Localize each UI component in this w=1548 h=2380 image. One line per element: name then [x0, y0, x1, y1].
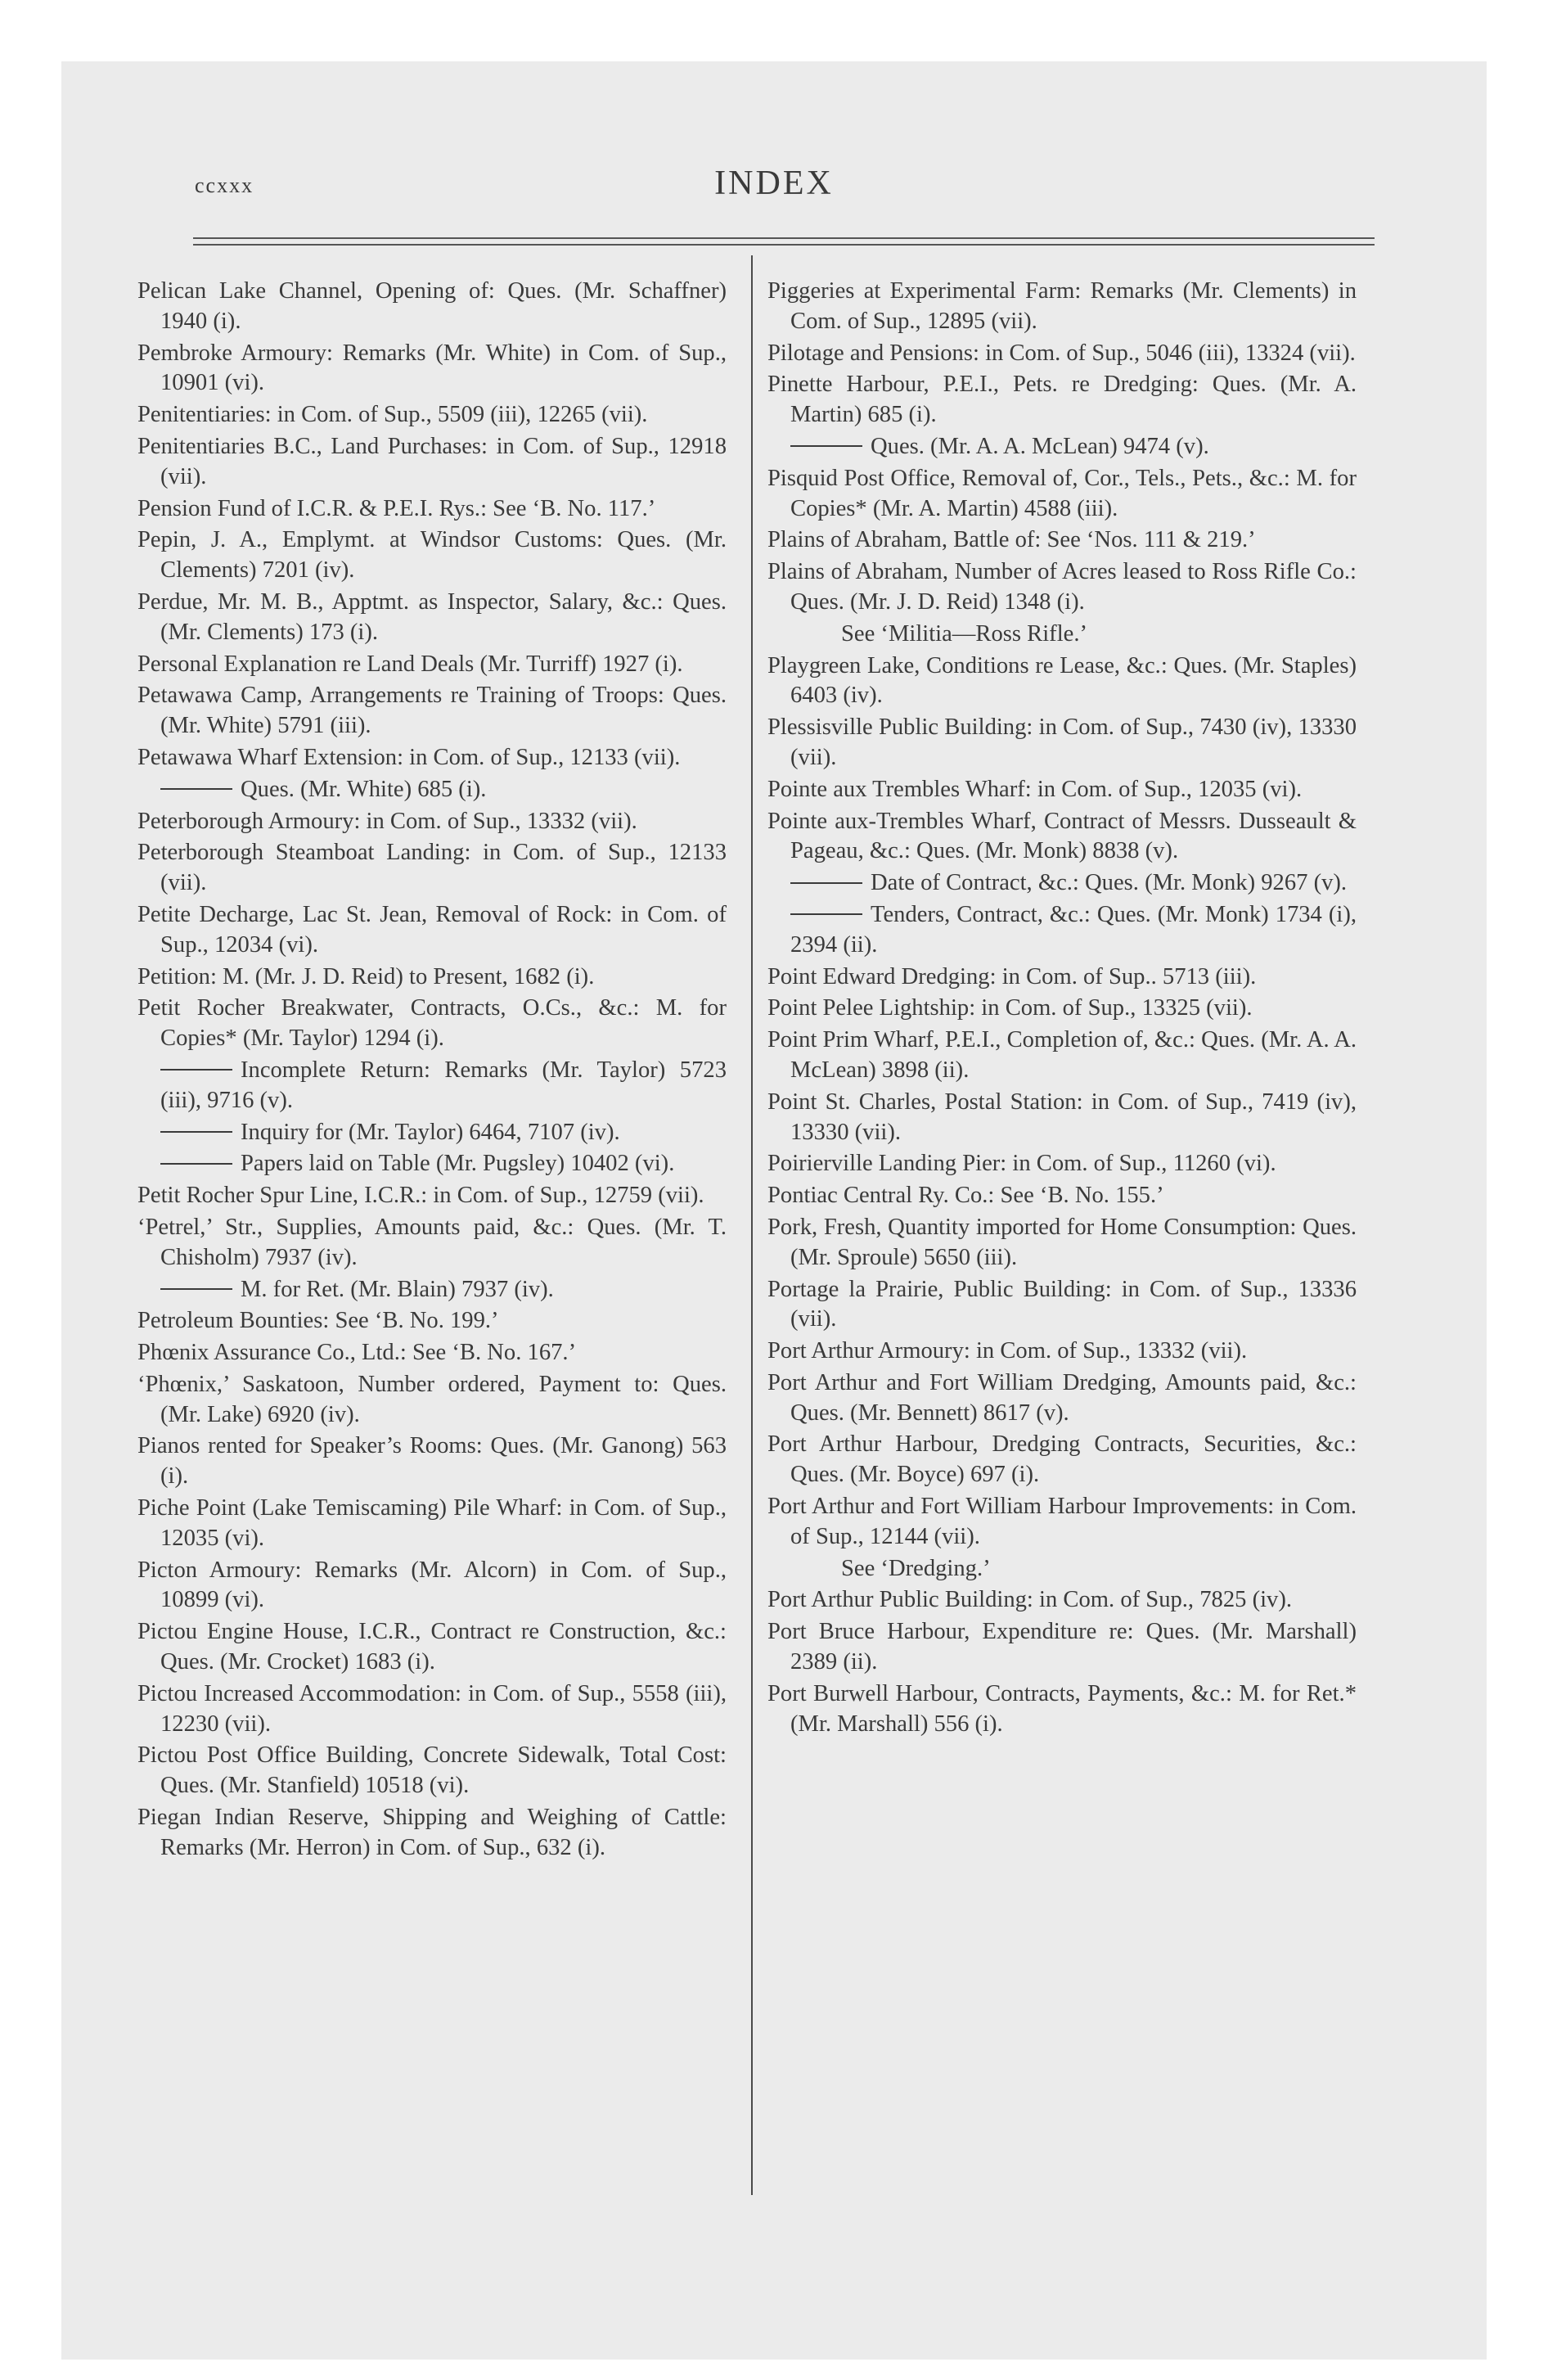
entry-text: Port Arthur and Fort William Harbour Improvements: in Com. of Sup., 12144 (vii). [767, 1494, 1357, 1549]
index-entry [767, 557, 1357, 618]
entry-text: Pembroke Armoury: Remarks (Mr. White) in Com. of Sup., 10901 (vi). [137, 340, 727, 396]
entry-text: Petit Rocher Spur Line, I.C.R.: in Com. of Sup., 12759 (vii). [137, 1183, 704, 1209]
entry-text: Ques. (Mr. White) 685 (i). [241, 776, 487, 802]
index-column-left [137, 277, 727, 1865]
index-entry [767, 651, 1357, 712]
entry-text: Port Bruce Harbour, Expenditure re: Ques. (Mr. Marshall) 2389 (ii). [767, 1619, 1357, 1675]
entry-text: ‘Petrel,’ Str., Supplies, Amounts paid, &c.: Ques. (Mr. T. Chisholm) 7937 (iv). [137, 1214, 727, 1270]
entry-text: Piegan Indian Reserve, Shipping and Weighing of Cattle: Remarks (Mr. Herron) in Com. of Sup., 632 (i). [137, 1805, 727, 1860]
index-entry [137, 1679, 727, 1740]
entry-text: Pianos rented for Speaker’s Rooms: Ques. (Mr. Ganong) 563 (i). [137, 1433, 727, 1490]
entry-text: See ‘Militia—Ross Rifle.’ [841, 620, 1088, 647]
entry-text: Inquiry for (Mr. Taylor) 6464, 7107 (iv). [241, 1119, 620, 1145]
page-number: ccxxx [195, 174, 254, 197]
index-entry [137, 1617, 727, 1678]
entry-text: Plains of Abraham, Number of Acres leased to Ross Rifle Co.: Ques. (Mr. J. D. Reid) 1348 (i). [767, 559, 1357, 615]
index-entry [137, 525, 727, 586]
ditto-dash [160, 1131, 232, 1133]
entry-text: Port Arthur and Fort William Dredging, Amounts paid, &c.: Ques. (Mr. Bennett) 8617 (v). [767, 1369, 1357, 1426]
index-entry [137, 962, 727, 993]
entry-text: Ques. (Mr. A. A. McLean) 9474 (v). [871, 433, 1209, 459]
index-entry [767, 1492, 1357, 1553]
entry-text: Tenders, Contract, &c.: Ques. (Mr. Monk) 1734 (i), 2394 (ii). [790, 901, 1357, 958]
entry-text: Peterborough Armoury: in Com. of Sup., 13332 (vii). [137, 808, 637, 834]
index-entry [767, 1430, 1357, 1490]
index-entry [767, 339, 1357, 369]
index-entry [137, 1213, 727, 1273]
ditto-dash [160, 788, 232, 790]
index-entry [137, 838, 727, 899]
index-entry [767, 962, 1357, 993]
entry-text: Picton Armoury: Remarks (Mr. Alcorn) in Com. of Sup., 10899 (vi). [137, 1557, 727, 1613]
index-entry [137, 1741, 727, 1801]
entry-text: Playgreen Lake, Conditions re Lease, &c.: Ques. (Mr. Staples) 6403 (iv). [767, 652, 1357, 709]
entry-text: Poirierville Landing Pier: in Com. of Sup., 11260 (vi). [767, 1151, 1276, 1177]
ditto-dash [160, 1069, 232, 1071]
entry-text: Plessisville Public Building: in Com. of Sup., 7430 (iv), 13330 (vii). [767, 714, 1357, 770]
index-subentry [137, 1056, 727, 1116]
index-entry [767, 1368, 1357, 1429]
entry-text: Pilotage and Pensions: in Com. of Sup., 5046 (iii), 13324 (vii). [767, 340, 1356, 366]
entry-text: Portage la Prairie, Public Building: in Com. of Sup., 13336 (vii). [767, 1276, 1357, 1332]
entry-text: Point Pelee Lightship: in Com. of Sup., 13325 (vii). [767, 995, 1253, 1021]
index-entry [767, 807, 1357, 868]
entry-text: Port Arthur Armoury: in Com. of Sup., 13332 (vii). [767, 1338, 1248, 1364]
entry-text: Penitentiaries B.C., Land Purchases: in Com. of Sup., 12918 (vii). [137, 433, 727, 489]
entry-text: Point St. Charles, Postal Station: in Com. of Sup., 7419 (iv), 13330 (vii). [767, 1089, 1357, 1145]
entry-text: Petawawa Wharf Extension: in Com. of Sup., 12133 (vii). [137, 744, 681, 770]
index-entry [767, 464, 1357, 525]
entry-text: Date of Contract, &c.: Ques. (Mr. Monk) 9267 (v). [871, 870, 1348, 896]
index-subentry [137, 1275, 727, 1305]
ditto-dash [790, 445, 862, 447]
entry-text: Penitentiaries: in Com. of Sup., 5509 (iii), 12265 (vii). [137, 402, 648, 428]
index-entry [767, 994, 1357, 1024]
ditto-dash [790, 913, 862, 915]
index-entry [767, 525, 1357, 556]
index-cross-reference [767, 1554, 1357, 1584]
entry-text: Point Prim Wharf, P.E.I., Completion of, &c.: Ques. (Mr. A. A. McLean) 3898 (ii). [767, 1027, 1357, 1083]
entry-text: Pork, Fresh, Quantity imported for Home Consumption: Ques. (Mr. Sproule) 5650 (iii). [767, 1214, 1357, 1270]
ditto-dash [160, 1163, 232, 1165]
index-entry [767, 1617, 1357, 1678]
index-entry [137, 681, 727, 741]
index-entry [137, 400, 727, 430]
entry-text: Phœnix Assurance Co., Ltd.: See ‘B. No. 167.’ [137, 1340, 577, 1366]
entry-text: Point Edward Dredging: in Com. of Sup.. 5713 (iii). [767, 963, 1257, 989]
entry-text: Petite Decharge, Lac St. Jean, Removal of Rock: in Com. of Sup., 12034 (vi). [137, 901, 727, 958]
entry-text: Plains of Abraham, Battle of: See ‘Nos. 111 & 219.’ [767, 527, 1256, 553]
index-entry [137, 1306, 727, 1336]
index-entry [767, 775, 1357, 805]
index-subentry [137, 775, 727, 805]
column-divider [751, 255, 753, 2195]
entry-text: Port Arthur Public Building: in Com. of Sup., 7825 (iv). [767, 1587, 1292, 1613]
index-entry [137, 432, 727, 493]
index-entry [767, 370, 1357, 430]
index-entry [767, 277, 1357, 337]
index-entry [767, 1585, 1357, 1616]
entry-text: Petition: M. (Mr. J. D. Reid) to Present, 1682 (i). [137, 963, 595, 989]
index-subentry [767, 900, 1357, 961]
index-entry [137, 1338, 727, 1368]
entry-text: ‘Phœnix,’ Saskatoon, Number ordered, Payment to: Ques. (Mr. Lake) 6920 (iv). [137, 1371, 727, 1427]
index-entry [767, 1275, 1357, 1336]
index-entry [137, 994, 727, 1054]
index-cross-reference [767, 620, 1357, 650]
index-entry [137, 650, 727, 680]
index-entry [767, 1679, 1357, 1740]
index-entry [137, 900, 727, 961]
entry-text: Pepin, J. A., Emplymt. at Windsor Customs: Ques. (Mr. Clements) 7201 (iv). [137, 527, 727, 584]
index-subentry [767, 432, 1357, 462]
index-entry [137, 494, 727, 525]
index-column-right [767, 277, 1357, 1741]
entry-text: M. for Ret. (Mr. Blain) 7937 (iv). [241, 1276, 554, 1302]
entry-text: Piche Point (Lake Temiscaming) Pile Wharf: in Com. of Sup., 12035 (vi). [137, 1495, 727, 1551]
entry-text: Papers laid on Table (Mr. Pugsley) 10402 (vi). [241, 1151, 675, 1177]
index-entry [137, 1494, 727, 1554]
entry-text: Pelican Lake Channel, Opening of: Ques. (Mr. Schaffner) 1940 (i). [137, 278, 727, 334]
index-entry [137, 1370, 727, 1431]
entry-text: Pointe aux Trembles Wharf: in Com. of Sup., 12035 (vi). [767, 776, 1303, 802]
page-title: INDEX [714, 165, 834, 202]
entry-text: Pinette Harbour, P.E.I., Pets. re Dredging: Ques. (Mr. A. Martin) 685 (i). [767, 372, 1357, 428]
index-entry [767, 1181, 1357, 1211]
index-subentry [137, 1149, 727, 1179]
entry-text: Peterborough Steamboat Landing: in Com. of Sup., 12133 (vii). [137, 840, 727, 896]
index-entry [137, 1181, 727, 1211]
entry-text: Pictou Increased Accommodation: in Com. of Sup., 5558 (iii), 12230 (vii). [137, 1680, 727, 1737]
entry-text: Pontiac Central Ry. Co.: See ‘B. No. 155.’ [767, 1183, 1164, 1209]
index-entry [767, 1213, 1357, 1273]
index-entry [767, 713, 1357, 773]
index-entry [137, 277, 727, 337]
index-entry [137, 1431, 727, 1492]
header-rule-bottom [193, 244, 1375, 246]
index-entry [137, 743, 727, 773]
entry-text: Pictou Engine House, I.C.R., Contract re Construction, &c.: Ques. (Mr. Crocket) 1683 (i). [137, 1619, 727, 1675]
index-entry [767, 1149, 1357, 1179]
entry-text: Petit Rocher Breakwater, Contracts, O.Cs., &c.: M. for Copies* (Mr. Taylor) 1294 (i). [137, 995, 727, 1052]
entry-text: Petroleum Bounties: See ‘B. No. 199.’ [137, 1308, 499, 1334]
entry-text: See ‘Dredging.’ [841, 1555, 991, 1581]
header-rule-top [193, 237, 1375, 239]
entry-text: Pension Fund of I.C.R. & P.E.I. Rys.: See ‘B. No. 117.’ [137, 495, 656, 521]
entry-text: Perdue, Mr. M. B., Apptmt. as Inspector, Salary, &c.: Ques. (Mr. Clements) 173 (i). [137, 588, 727, 645]
entry-text: Pictou Post Office Building, Concrete Sidewalk, Total Cost: Ques. (Mr. Stanfield) 10518 (vi). [137, 1742, 727, 1799]
index-entry [767, 1336, 1357, 1367]
index-subentry [137, 1118, 727, 1148]
entry-text: Pointe aux-Trembles Wharf, Contract of Messrs. Dusseault & Pageau, &c.: Ques. (Mr. Monk) 8838 (v). [767, 808, 1357, 864]
entry-text: Petawawa Camp, Arrangements re Training of Troops: Ques. (Mr. White) 5791 (iii). [137, 683, 727, 739]
index-entry [137, 339, 727, 399]
entry-text: Piggeries at Experimental Farm: Remarks (Mr. Clements) in Com. of Sup., 12895 (vii). [767, 278, 1357, 334]
index-entry [137, 1803, 727, 1864]
index-entry [137, 588, 727, 648]
index-entry [137, 1556, 727, 1616]
entry-text: Port Burwell Harbour, Contracts, Payments, &c.: M. for Ret.* (Mr. Marshall) 556 (i). [767, 1680, 1357, 1737]
entry-text: Incomplete Return: Remarks (Mr. Taylor) 5723 (iii), 9716 (v). [160, 1057, 727, 1113]
index-entry [137, 807, 727, 837]
ditto-dash [160, 1288, 232, 1290]
entry-text: Port Arthur Harbour, Dredging Contracts, Securities, &c.: Ques. (Mr. Boyce) 697 (i). [767, 1431, 1357, 1488]
index-entry [767, 1088, 1357, 1148]
ditto-dash [790, 882, 862, 884]
index-entry [767, 1025, 1357, 1086]
index-subentry [767, 868, 1357, 899]
entry-text: Pisquid Post Office, Removal of, Cor., Tels., Pets., &c.: M. for Copies* (Mr. A. Martin) 4588 (iii). [767, 465, 1357, 521]
entry-text: Personal Explanation re Land Deals (Mr. Turriff) 1927 (i). [137, 651, 683, 677]
